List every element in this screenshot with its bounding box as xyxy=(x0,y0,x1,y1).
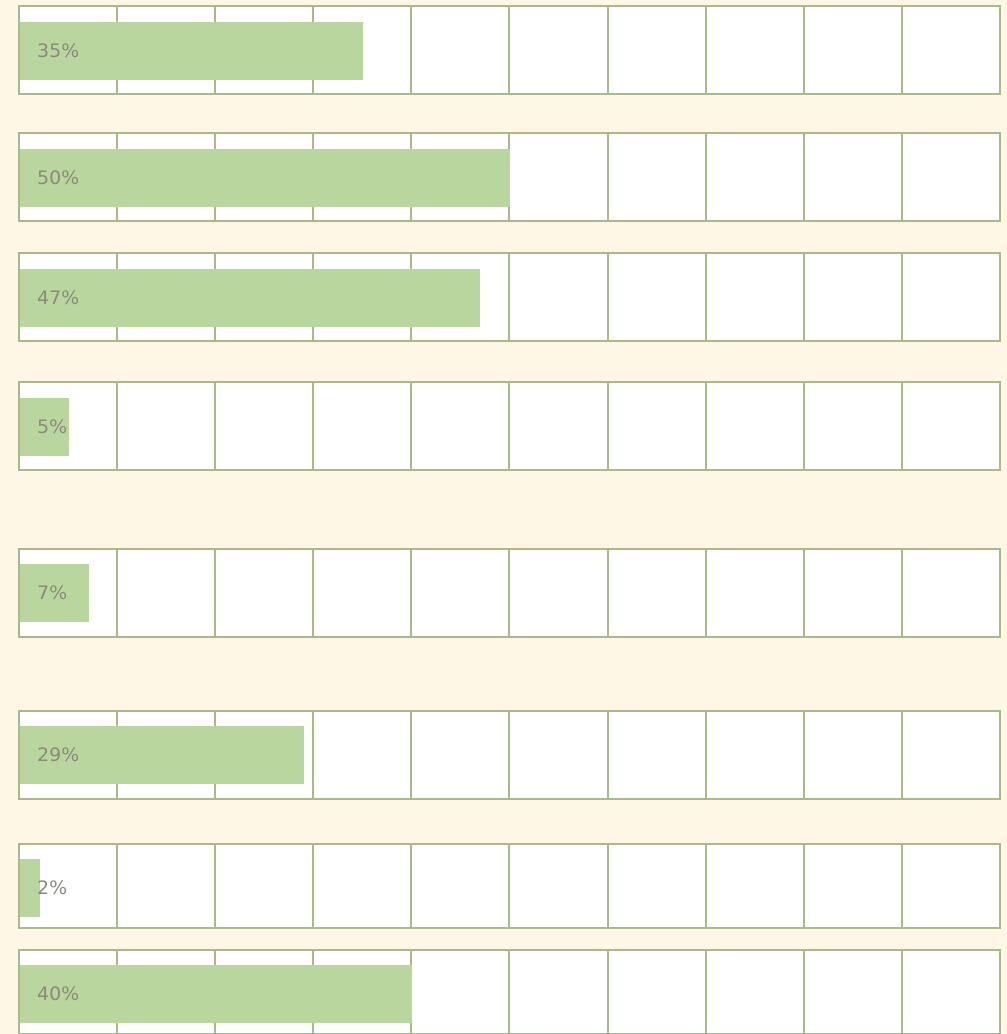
grid-cell xyxy=(707,254,805,340)
grid-cell xyxy=(510,550,608,636)
bar-value-label: 29% xyxy=(37,744,80,766)
grid-cell xyxy=(118,845,216,927)
grid-cell xyxy=(609,712,707,798)
grid-cell xyxy=(903,712,999,798)
grid-cell xyxy=(805,712,903,798)
grid-cell xyxy=(903,845,999,927)
grid-cell xyxy=(707,712,805,798)
grid-cell xyxy=(216,383,314,469)
grid-cell xyxy=(707,134,805,220)
grid-cell xyxy=(510,951,608,1033)
grid-cell xyxy=(510,134,608,220)
grid-cell xyxy=(805,254,903,340)
bar-value-label: 2% xyxy=(37,877,68,899)
grid-cell xyxy=(314,712,412,798)
grid-cell xyxy=(314,550,412,636)
grid-cells xyxy=(20,550,999,636)
grid-cell xyxy=(216,845,314,927)
grid-cell xyxy=(510,254,608,340)
grid-cell xyxy=(609,845,707,927)
bar xyxy=(20,149,510,207)
grid-cell xyxy=(216,550,314,636)
grid-cell xyxy=(609,550,707,636)
grid-cell xyxy=(805,134,903,220)
grid-cell xyxy=(805,383,903,469)
bar-row xyxy=(18,5,1001,95)
grid-cell xyxy=(510,7,608,93)
grid-cell xyxy=(707,845,805,927)
bar-value-label: 35% xyxy=(37,40,80,62)
grid-cell xyxy=(609,951,707,1033)
grid-cell xyxy=(412,712,510,798)
grid-cell xyxy=(903,951,999,1033)
grid-cell xyxy=(314,845,412,927)
grid-cell xyxy=(412,845,510,927)
bar-row xyxy=(18,949,1001,1034)
bar-row xyxy=(18,252,1001,342)
bar-row xyxy=(18,548,1001,638)
grid-cell xyxy=(412,550,510,636)
grid-cell xyxy=(510,712,608,798)
grid-cell xyxy=(805,7,903,93)
bar-value-label: 7% xyxy=(37,582,68,604)
grid-cell xyxy=(707,7,805,93)
grid-cell xyxy=(903,7,999,93)
bar-value-label: 47% xyxy=(37,287,80,309)
grid-cell xyxy=(805,550,903,636)
grid-cell xyxy=(805,951,903,1033)
bar-row xyxy=(18,710,1001,800)
grid-cell xyxy=(707,951,805,1033)
bar-value-label: 5% xyxy=(37,416,68,438)
grid-cell xyxy=(118,550,216,636)
grid-cell xyxy=(412,383,510,469)
grid-cell xyxy=(707,383,805,469)
grid-cell xyxy=(118,383,216,469)
grid-cell xyxy=(510,383,608,469)
bar-row xyxy=(18,381,1001,471)
grid-cell xyxy=(609,7,707,93)
grid-cell xyxy=(805,845,903,927)
grid-cell xyxy=(903,383,999,469)
grid-cells xyxy=(20,845,999,927)
grid-cells xyxy=(20,383,999,469)
grid-cell xyxy=(412,951,510,1033)
bar-row xyxy=(18,132,1001,222)
grid-cell xyxy=(609,254,707,340)
bar-value-label: 40% xyxy=(37,983,80,1005)
grid-cell xyxy=(510,845,608,927)
grid-cell xyxy=(609,134,707,220)
grid-cell xyxy=(707,550,805,636)
grid-cell xyxy=(903,134,999,220)
bar xyxy=(20,269,480,327)
grid-cell xyxy=(609,383,707,469)
bar-value-label: 50% xyxy=(37,167,80,189)
bar-row xyxy=(18,843,1001,929)
grid-cell xyxy=(903,254,999,340)
grid-cell xyxy=(314,383,412,469)
grid-cell xyxy=(412,7,510,93)
grid-cell xyxy=(903,550,999,636)
